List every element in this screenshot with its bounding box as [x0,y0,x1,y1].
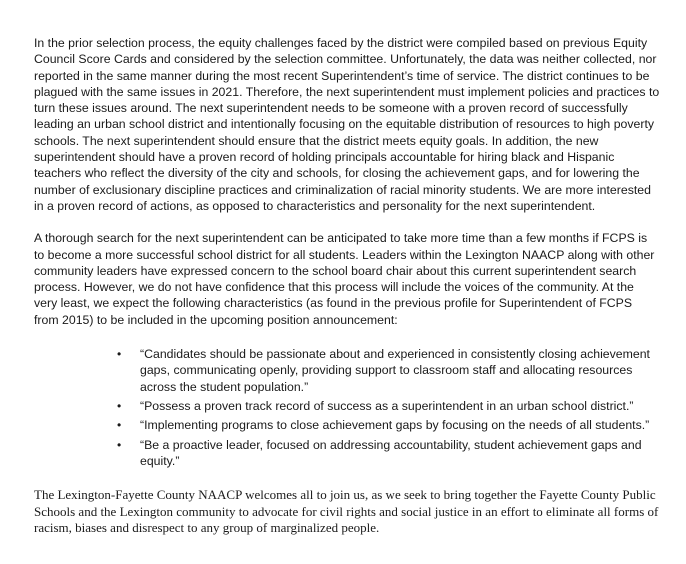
list-item-text: “Implementing programs to close achievement gaps by focusing on the needs of all students.” [140,418,650,433]
list-item-text: “Possess a proven track record of success as a superintendent in an urban school district.” [140,398,634,413]
bullet-icon: • [117,398,122,413]
list-item [116,398,660,414]
list-item [116,417,660,433]
bullet-icon: • [117,437,122,452]
list-item [116,346,660,395]
characteristics-list [34,346,660,469]
list-item-text: “Be a proactive leader, focused on addressing accountability, student achievement gaps and equity.” [140,437,642,468]
paragraph-selection-process: In the prior selection process, the equity challenges faced by the district were compiled based on previous Equity Council Score Cards and considered by the selection committee. Unfortunately, the data was neither collected, nor reported in the same manner during the most recent Superintendent’s time of service. The district continues to be plagued with the same issues in 2021. Therefore, the next superintendent must implement policies and practices to turn these issues around. The next superintendent needs to be someone with a proven record of successfully leading an urban school district and intentionally focusing on the equitable distribution of resources to high poverty schools. The next superintendent should ensure that the district meets equity goals. In addition, the new superintendent should have a proven record of holding principals accountable for hiring black and Hispanic teachers who reflect the diversity of the city and schools, for closing the achievement gaps, and for lowering the number of exclusionary discipline practices and criminalization of racial minority students. We are more interested in a proven record of actions, as opposed to characteristics and personality for the next superintendent. [34,36,660,213]
bullet-icon: • [117,347,122,362]
list-item [116,437,660,470]
paragraph-superintendent-search: A thorough search for the next superintendent can be anticipated to take more time than a few months if FCPS is to become a more successful school district for all students. Leaders within the Lexington NAACP along with other community leaders have expressed concern to the school board chair about this current superintendent search process. However, we do not have confidence that this process will include the voices of the community. At the very least, we expect the following characteristics (as found in the previous profile for Superintendent of FCPS from 2015) to be included in the upcoming position announcement: [34,231,655,327]
closing-paragraph: The Lexington-Fayette County NAACP welcomes all to join us, as we seek to bring together the Fayette County Public Schools and the Lexington community to advocate for civil rights and social justice in an effort to eliminate all forms of racism, biases and disrespect to any group of marginalized people. [34,487,659,536]
list-item-text: “Candidates should be passionate about and experienced in consistently closing achievement gaps, communicating openly, providing support to classroom staff and allocating resources across the student population.” [140,347,650,394]
bullet-icon: • [117,418,122,433]
document-page [34,35,660,537]
